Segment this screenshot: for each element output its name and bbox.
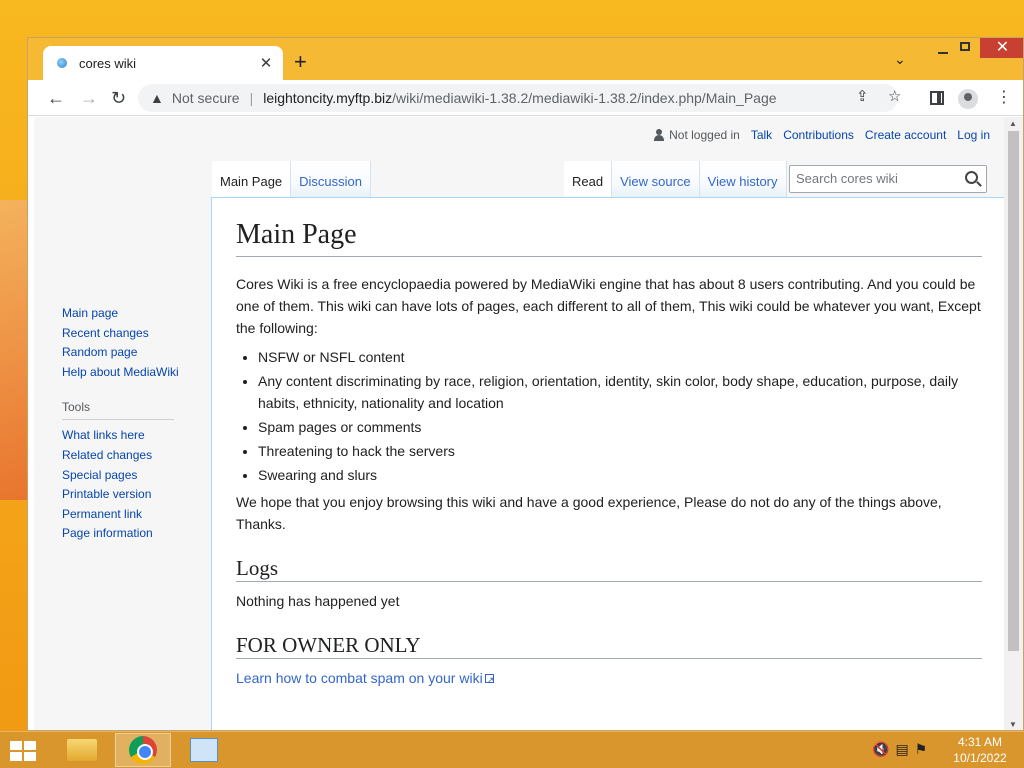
taskbar — [0, 731, 1024, 768]
address-bar[interactable] — [138, 84, 898, 112]
contributions-link[interactable]: Contributions — [783, 128, 854, 142]
taskbar-control-panel[interactable] — [176, 733, 232, 767]
rules-list — [258, 346, 982, 486]
namespace-tabs — [212, 161, 371, 197]
sidebar-item-recent-changes[interactable]: Recent changes — [62, 325, 149, 340]
talk-link[interactable]: Talk — [750, 128, 773, 142]
external-link-icon — [485, 674, 494, 683]
menu-kebab-icon[interactable]: ⋮ — [996, 89, 1012, 106]
url-host: leightoncity.myftp.biz — [263, 90, 393, 106]
main-content — [211, 197, 1004, 731]
scroll-thumb[interactable] — [1008, 131, 1019, 651]
sidebar-item-related-changes[interactable]: Related changes — [62, 447, 153, 462]
bookmark-star-icon[interactable]: ☆ — [888, 88, 902, 105]
scroll-up-icon[interactable]: ▲ — [1009, 119, 1017, 128]
list-item: • Spam pages or comments — [258, 416, 982, 438]
reload-button[interactable]: ↻ — [111, 88, 127, 108]
closing-paragraph: We hope that you enjoy browsing this wiki and have a good experience, Please do not do any of the things above, Thanks. — [236, 494, 942, 532]
sidebar-item-special-pages[interactable]: Special pages — [62, 467, 138, 482]
warning-icon[interactable]: ▲ — [150, 90, 164, 106]
tab-strip — [28, 38, 1023, 80]
sidebar — [62, 304, 192, 544]
list-item: • NSFW or NSFL content — [258, 346, 982, 368]
sidebar-item-printable-version[interactable]: Printable version — [62, 487, 152, 502]
control-panel-icon — [190, 738, 218, 762]
sidebar-item-page-information[interactable]: Page information — [62, 526, 153, 541]
clock-time: 4:31 AM — [957, 735, 1003, 749]
side-panel-icon[interactable] — [930, 91, 944, 105]
scroll-down-icon[interactable]: ▼ — [1009, 720, 1017, 729]
tab-view-history[interactable]: View history — [700, 161, 787, 197]
page-viewport — [34, 117, 1004, 731]
page-title: Main Page — [236, 216, 982, 257]
clock-date: 10/1/2022 — [953, 751, 1007, 765]
tab-view-source[interactable]: View source — [612, 161, 700, 197]
window-close-button[interactable]: ✕ — [980, 38, 1024, 58]
tab-main-page[interactable]: Main Page — [212, 161, 291, 197]
tab-title: cores wiki — [79, 55, 137, 71]
profile-avatar-icon[interactable] — [958, 89, 978, 109]
sidebar-item-what-links-here[interactable]: What links here — [62, 428, 145, 443]
favicon-icon — [57, 58, 67, 68]
not-logged-in-label: Not logged in — [669, 128, 740, 142]
tab-close-icon[interactable]: ✕ — [259, 55, 273, 72]
sidebar-item-random-page[interactable]: Random page — [62, 345, 138, 360]
browser-window — [27, 37, 1024, 731]
forward-button[interactable]: → — [80, 88, 98, 108]
log-in-link[interactable]: Log in — [957, 128, 990, 142]
logs-heading: Logs — [236, 555, 982, 582]
spam-help-link[interactable]: Learn how to combat spam on your wiki — [236, 670, 483, 686]
system-clock[interactable] — [945, 734, 1015, 766]
taskbar-chrome[interactable] — [115, 733, 171, 767]
folder-icon — [67, 739, 97, 761]
page-scrollbar[interactable] — [1004, 117, 1024, 731]
sidebar-item-help[interactable]: Help about MediaWiki — [62, 364, 179, 379]
back-button[interactable]: ← — [47, 88, 65, 108]
list-item: • Threatening to hack the servers — [258, 440, 982, 462]
maximize-button[interactable] — [960, 42, 970, 51]
personal-tools — [654, 128, 990, 142]
search-icon[interactable] — [965, 171, 978, 184]
action-center-icon[interactable]: ⚑ — [914, 741, 928, 757]
logs-text: Nothing has happened yet — [236, 593, 400, 609]
not-secure-label: Not secure — [171, 90, 240, 106]
search-input[interactable] — [789, 165, 987, 193]
speaker-muted-icon[interactable]: 🔇 — [872, 741, 890, 757]
chrome-icon — [129, 736, 157, 764]
create-account-link[interactable]: Create account — [864, 128, 947, 142]
tab-search-chevron-icon[interactable]: ⌄ — [894, 51, 906, 67]
list-item: • Swearing and slurs — [258, 464, 982, 486]
browser-tab[interactable] — [43, 46, 283, 80]
desktop-wallpaper-accent — [0, 200, 30, 500]
user-icon — [654, 129, 664, 141]
sidebar-item-main-page[interactable]: Main page — [62, 306, 119, 320]
system-tray — [872, 741, 927, 758]
tab-read[interactable]: Read — [564, 161, 612, 197]
search-placeholder: Search cores wiki — [796, 171, 898, 186]
new-tab-button[interactable]: + — [294, 49, 307, 74]
view-tabs — [564, 161, 787, 197]
taskbar-file-explorer[interactable] — [54, 733, 110, 767]
sidebar-item-permanent-link[interactable]: Permanent link — [62, 506, 143, 521]
browser-toolbar — [28, 80, 1023, 116]
url-path: /wiki/mediawiki-1.38.2/mediawiki-1.38.2/index.php/Main_Page — [392, 90, 777, 106]
address-separator: | — [249, 90, 254, 106]
intro-paragraph: Cores Wiki is a free encyclopaedia powered by MediaWiki engine that has about 8 users contributing. And you could be one of them. This wiki can have lots of pages, each different to all of them, This wiki could be whatever you want, Except the following: — [236, 276, 981, 336]
start-windows-icon[interactable] — [10, 741, 38, 761]
minimize-button[interactable] — [933, 40, 955, 58]
list-item: • Any content discriminating by race, religion, orientation, identity, skin color, body shape, education, purpose, daily habits, ethnicity, nationality and location — [258, 370, 982, 414]
tools-heading: Tools — [62, 400, 174, 420]
share-icon[interactable]: ⇪ — [856, 88, 869, 105]
owner-heading: FOR OWNER ONLY — [236, 632, 982, 659]
network-icon[interactable]: ▤ — [895, 741, 909, 757]
tab-discussion[interactable]: Discussion — [291, 161, 371, 197]
